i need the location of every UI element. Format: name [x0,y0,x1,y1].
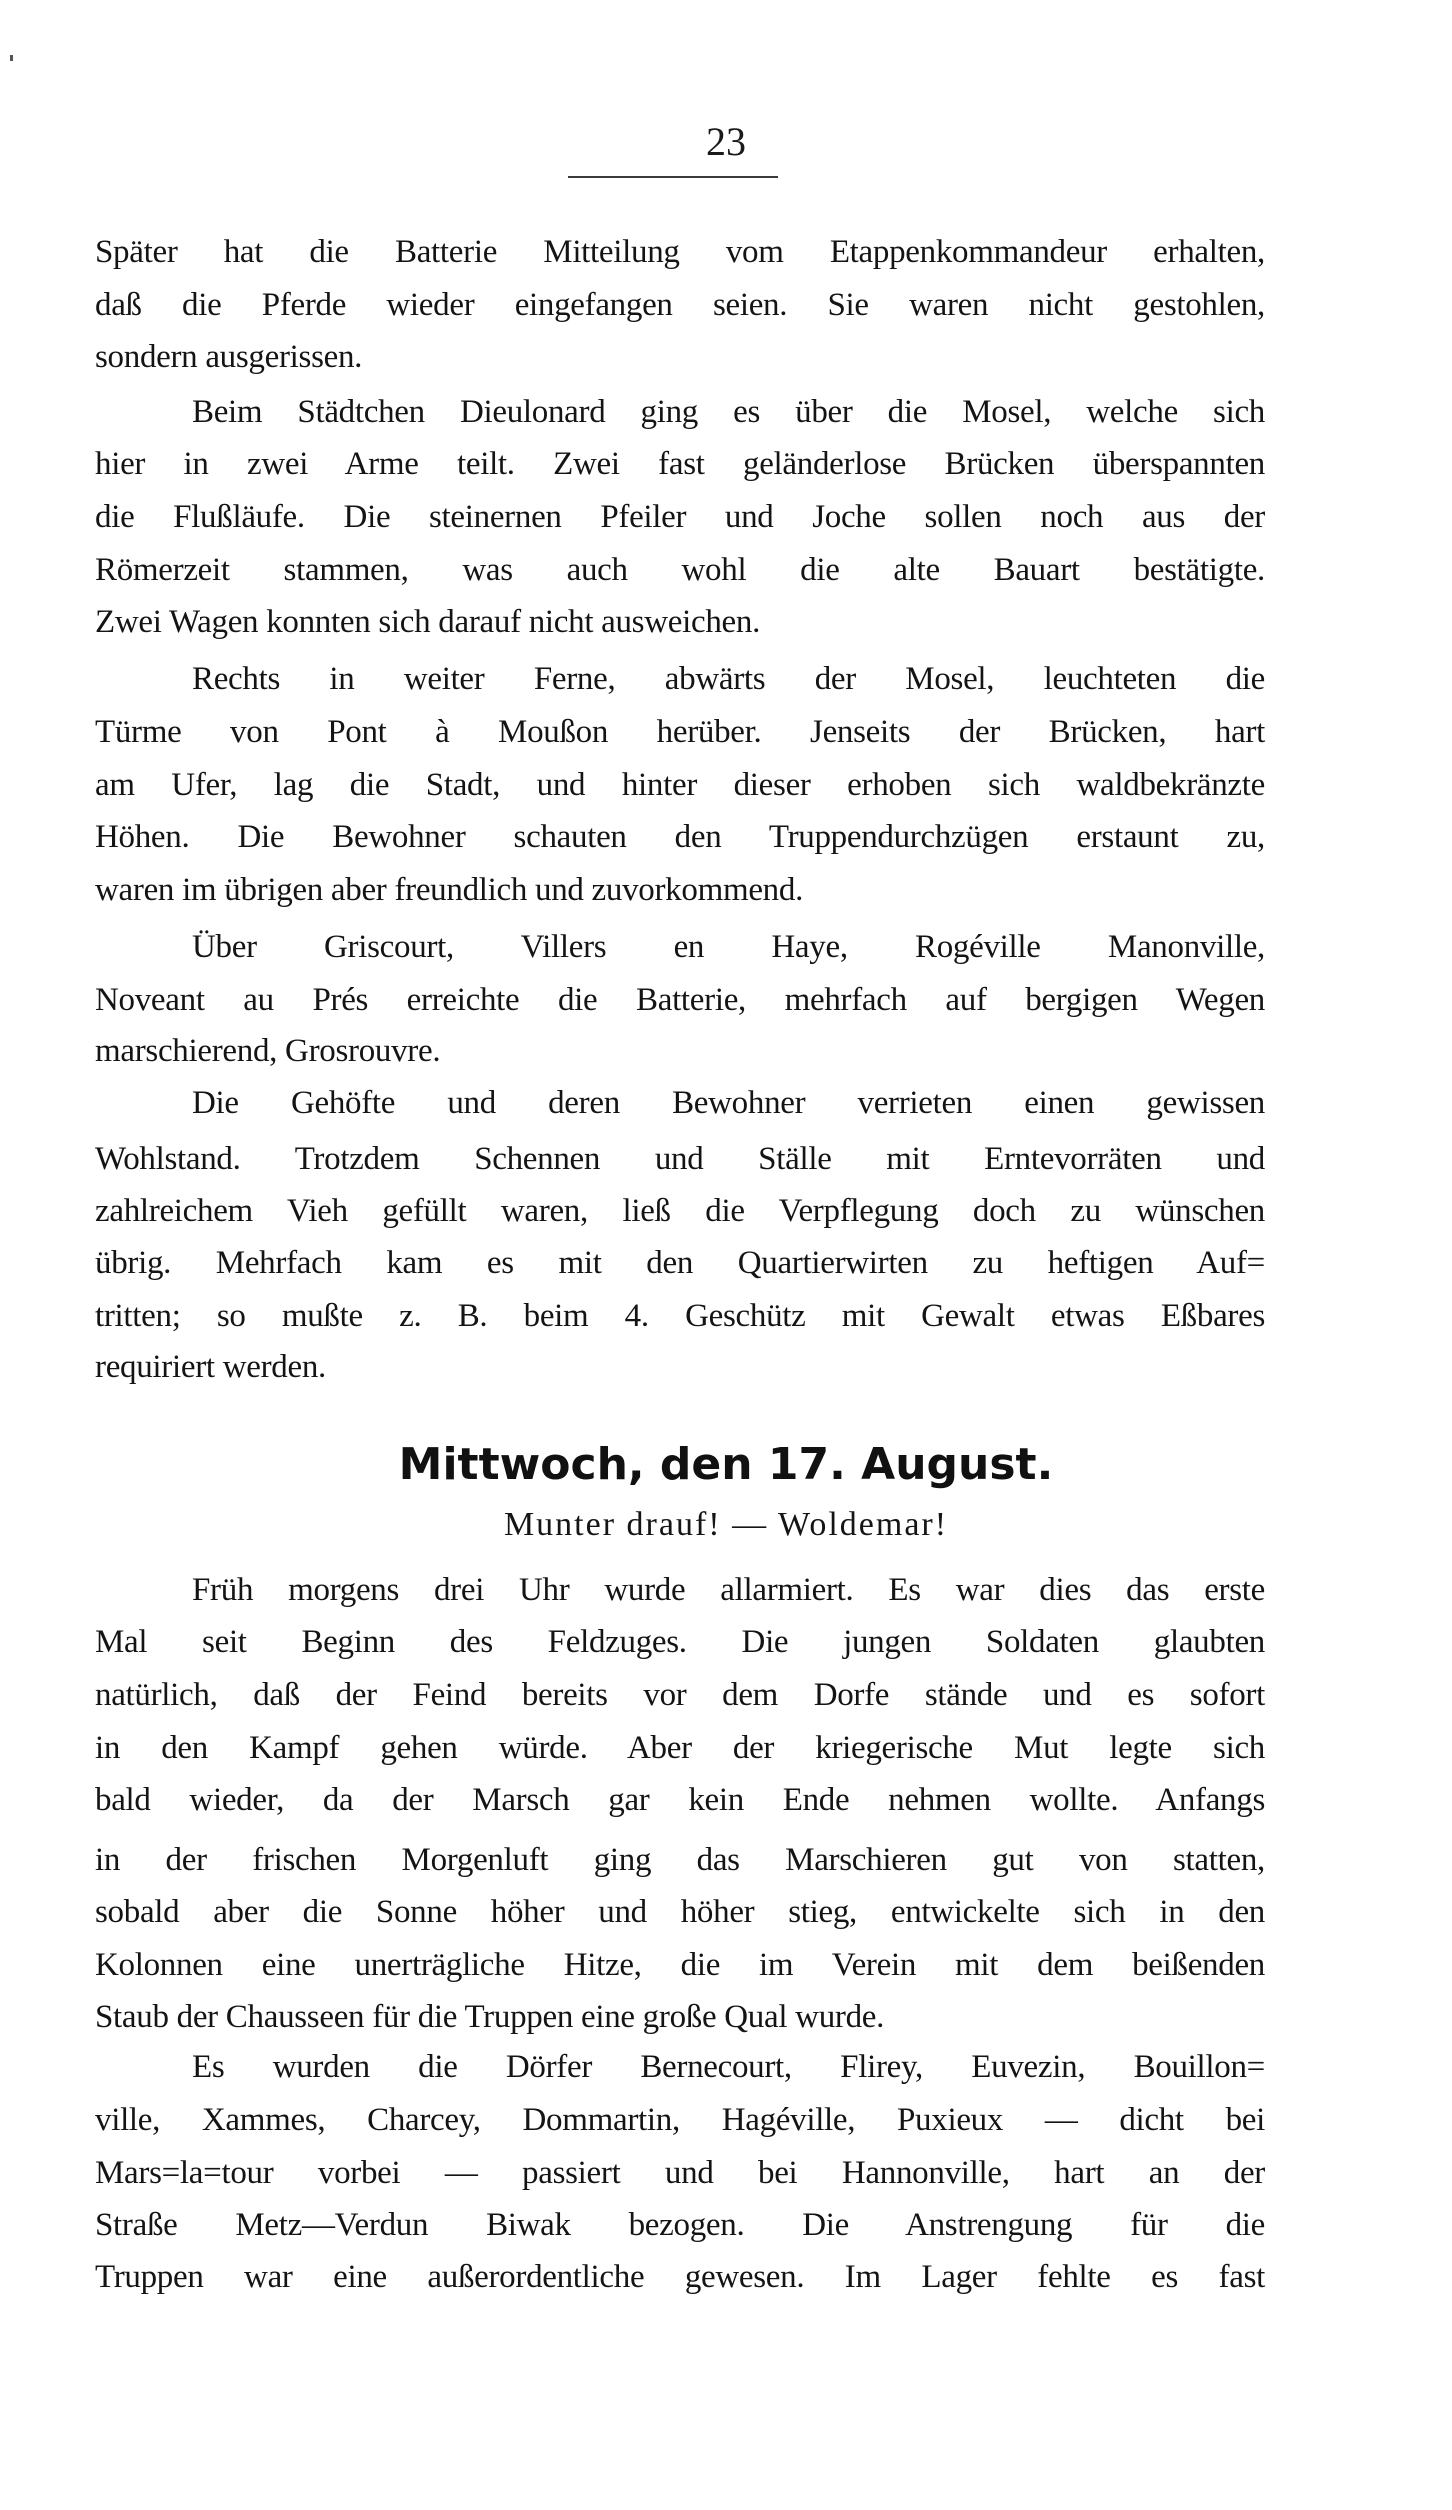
text-line: ville, Xammes, Charcey, Dommartin, Hagéville, Puxieux — dicht bei [95,2102,1265,2138]
section-heading: Mittwoch, den 17. August. [398,1439,1054,1490]
text-line: Später hat die Batterie Mitteilung vom Etappenkommandeur erhalten, [95,234,1265,270]
text-line: Rechts in weiter Ferne, abwärts der Mosel, leuchteten die [192,661,1265,697]
text-line: Über Griscourt, Villers en Haye, Rogéville Manonville, [192,929,1265,965]
text-line: bald wieder, da der Marsch gar kein Ende nehmen wollte. Anfangs [95,1782,1265,1818]
text-line: Höhen. Die Bewohner schauten den Truppendurchzügen erstaunt zu, [95,819,1265,855]
text-line: Beim Städtchen Dieulonard ging es über die Mosel, welche sich [192,394,1265,430]
text-line: Die Gehöfte und deren Bewohner verrieten einen gewissen [192,1085,1265,1121]
scan-speck [10,55,13,61]
text-line: tritten; so mußte z. B. beim 4. Geschütz mit Gewalt etwas Eßbares [95,1298,1265,1334]
text-line: Früh morgens drei Uhr wurde allarmiert. Es war dies das erste [192,1572,1265,1608]
text-line: hier in zwei Arme teilt. Zwei fast geländerlose Brücken überspannten [95,446,1265,482]
text-line: Zwei Wagen konnten sich darauf nicht ausweichen. [95,604,761,640]
text-line: Mal seit Beginn des Feldzuges. Die jungen Soldaten glaubten [95,1624,1265,1660]
text-line: Türme von Pont à Moußon herüber. Jenseits der Brücken, hart [95,714,1265,750]
text-line: Noveant au Prés erreichte die Batterie, mehrfach auf bergigen Wegen [95,982,1265,1018]
text-line: die Flußläufe. Die steinernen Pfeiler und Joche sollen noch aus der [95,499,1265,535]
text-line: Kolonnen eine unerträgliche Hitze, die im Verein mit dem beißenden [95,1947,1265,1983]
text-line: in den Kampf gehen würde. Aber der kriegerische Mut legte sich [95,1730,1265,1766]
text-line: am Ufer, lag die Stadt, und hinter dieser erhoben sich waldbekränzte [95,767,1265,803]
text-line: Truppen war eine außerordentliche gewesen. Im Lager fehlte es fast [95,2259,1265,2295]
text-line: Römerzeit stammen, was auch wohl die alte Bauart bestätigte. [95,552,1265,588]
text-line: Staub der Chausseen für die Truppen eine große Qual wurde. [95,1999,885,2035]
text-line: requiriert werden. [95,1349,326,1385]
text-line: in der frischen Morgenluft ging das Marschieren gut von statten, [95,1842,1265,1878]
page-number: 23 [706,119,746,164]
section-subheading: Munter drauf! — Woldemar! [503,1506,949,1543]
text-line: marschierend, Grosrouvre. [95,1033,441,1069]
text-line: daß die Pferde wieder eingefangen seien. Sie waren nicht gestohlen, [95,287,1265,323]
text-line: Mars=la=tour vorbei — passiert und bei Hannonville, hart an der [95,2155,1265,2191]
text-line: natürlich, daß der Feind bereits vor dem Dorfe stände und es sofort [95,1677,1265,1713]
text-line: übrig. Mehrfach kam es mit den Quartierwirten zu heftigen Auf= [95,1245,1265,1281]
text-line: Wohlstand. Trotzdem Schennen und Ställe mit Erntevorräten und [95,1141,1265,1177]
text-line: sondern ausgerissen. [95,339,363,375]
text-line: Straße Metz—Verdun Biwak bezogen. Die Anstrengung für die [95,2207,1265,2243]
text-line: sobald aber die Sonne höher und höher stieg, entwickelte sich in den [95,1894,1265,1930]
text-line: zahlreichem Vieh gefüllt waren, ließ die Verpflegung doch zu wünschen [95,1193,1265,1229]
text-line: waren im übrigen aber freundlich und zuvorkommend. [95,872,804,908]
header-rule [568,176,778,178]
text-line: Es wurden die Dörfer Bernecourt, Flirey, Euvezin, Bouillon= [192,2049,1265,2085]
